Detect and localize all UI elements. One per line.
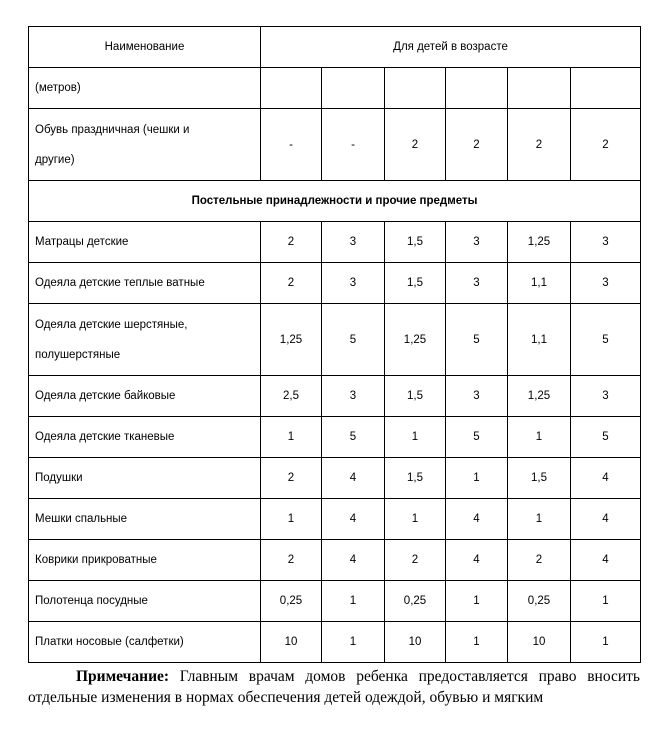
- value-cell: 1: [322, 581, 385, 622]
- row-label: Подушки: [29, 458, 261, 499]
- row-label: [29, 304, 261, 376]
- shoes-label-line1: Обувь праздничная (чешки и: [35, 123, 190, 136]
- empty-cell: [508, 68, 571, 109]
- table-row: [29, 376, 641, 417]
- value-cell: 4: [322, 499, 385, 540]
- value-cell: 1: [508, 417, 571, 458]
- header-row: [29, 27, 641, 68]
- value-cell: 1,25: [261, 304, 322, 376]
- table-row: [29, 581, 641, 622]
- value-cell: 5: [446, 417, 508, 458]
- table-row: [29, 622, 641, 663]
- value-cell: 3: [446, 376, 508, 417]
- row-label: Платки носовые (салфетки): [29, 622, 261, 663]
- value-cell: 5: [322, 417, 385, 458]
- value-cell: 1: [261, 417, 322, 458]
- value-cell: 1,25: [508, 376, 571, 417]
- value-cell: 10: [385, 622, 446, 663]
- value-cell: 1: [385, 499, 446, 540]
- value-cell: 1,5: [508, 458, 571, 499]
- value-cell: 2: [446, 109, 508, 181]
- header-name-cell: Наименование: [29, 27, 261, 68]
- shoes-label: [29, 109, 261, 181]
- empty-cell: [571, 68, 641, 109]
- row-label: Одеяла детские теплые ватные: [29, 263, 261, 304]
- value-cell: 4: [571, 499, 641, 540]
- value-cell: 3: [446, 222, 508, 263]
- value-cell: 1,5: [385, 376, 446, 417]
- value-cell: 1,25: [385, 304, 446, 376]
- table-row: [29, 263, 641, 304]
- value-cell: 1,5: [385, 222, 446, 263]
- value-cell: 2: [385, 540, 446, 581]
- value-cell: 5: [571, 304, 641, 376]
- table-row: [29, 458, 641, 499]
- value-cell: 1: [261, 499, 322, 540]
- note-paragraph: [28, 666, 640, 708]
- value-cell: 1: [571, 581, 641, 622]
- empty-cell: [446, 68, 508, 109]
- value-cell: 1,1: [508, 304, 571, 376]
- value-cell: 4: [322, 540, 385, 581]
- value-cell: 1,5: [385, 458, 446, 499]
- value-cell: 3: [571, 376, 641, 417]
- value-cell: 1: [571, 622, 641, 663]
- value-cell: 1: [385, 417, 446, 458]
- section-title: Постельные принадлежности и прочие предметы: [29, 181, 641, 222]
- value-cell: 10: [261, 622, 322, 663]
- value-cell: 2: [508, 109, 571, 181]
- value-cell: 4: [571, 458, 641, 499]
- row-label: Одеяла детские тканевые: [29, 417, 261, 458]
- norms-table: [28, 26, 641, 663]
- value-cell: 2: [508, 540, 571, 581]
- row-label: Одеяла детские байковые: [29, 376, 261, 417]
- row-label: Полотенца посудные: [29, 581, 261, 622]
- value-cell: 2: [261, 540, 322, 581]
- value-cell: 4: [571, 540, 641, 581]
- value-cell: 10: [508, 622, 571, 663]
- value-cell: 2: [571, 109, 641, 181]
- value-cell: 5: [322, 304, 385, 376]
- value-cell: 2,5: [261, 376, 322, 417]
- row-label-line1: Одеяла детские шерстяные,: [35, 318, 188, 331]
- value-cell: 2: [385, 109, 446, 181]
- shoes-label-line2: другие): [35, 153, 75, 166]
- header-age-cell: Для детей в возрасте: [261, 27, 641, 68]
- row-label: Мешки спальные: [29, 499, 261, 540]
- value-cell: 5: [571, 417, 641, 458]
- value-cell: 1: [446, 622, 508, 663]
- meters-row: [29, 68, 641, 109]
- value-cell: 3: [322, 376, 385, 417]
- row-label: Коврики прикроватные: [29, 540, 261, 581]
- empty-cell: [261, 68, 322, 109]
- empty-cell: [322, 68, 385, 109]
- table-row: [29, 499, 641, 540]
- value-cell: -: [322, 109, 385, 181]
- value-cell: 4: [446, 540, 508, 581]
- row-label-line2: полушерстяные: [35, 348, 121, 361]
- value-cell: 3: [446, 263, 508, 304]
- value-cell: 1,25: [508, 222, 571, 263]
- value-cell: 1,1: [508, 263, 571, 304]
- table-row: [29, 222, 641, 263]
- shoes-row: [29, 109, 641, 181]
- value-cell: 3: [322, 222, 385, 263]
- value-cell: 0,25: [385, 581, 446, 622]
- section-row: [29, 181, 641, 222]
- value-cell: 2: [261, 222, 322, 263]
- table-row: [29, 304, 641, 376]
- value-cell: 3: [571, 263, 641, 304]
- value-cell: 1: [508, 499, 571, 540]
- value-cell: 1: [322, 622, 385, 663]
- meters-label: (метров): [29, 68, 261, 109]
- table-row: [29, 540, 641, 581]
- value-cell: 2: [261, 458, 322, 499]
- value-cell: 0,25: [261, 581, 322, 622]
- value-cell: 4: [446, 499, 508, 540]
- value-cell: 0,25: [508, 581, 571, 622]
- value-cell: 1: [446, 581, 508, 622]
- value-cell: 2: [261, 263, 322, 304]
- value-cell: 5: [446, 304, 508, 376]
- value-cell: 1: [446, 458, 508, 499]
- table-row: [29, 417, 641, 458]
- value-cell: 1,5: [385, 263, 446, 304]
- empty-cell: [385, 68, 446, 109]
- value-cell: -: [261, 109, 322, 181]
- note-text: Главным врачам домов ребенка предоставляется право вносить отдельные изменения в нормах обеспечения детей одеждой, обувью и мягким: [28, 668, 640, 706]
- row-label: Матрацы детские: [29, 222, 261, 263]
- value-cell: 3: [322, 263, 385, 304]
- value-cell: 3: [571, 222, 641, 263]
- note-label: Примечание:: [76, 668, 170, 685]
- value-cell: 4: [322, 458, 385, 499]
